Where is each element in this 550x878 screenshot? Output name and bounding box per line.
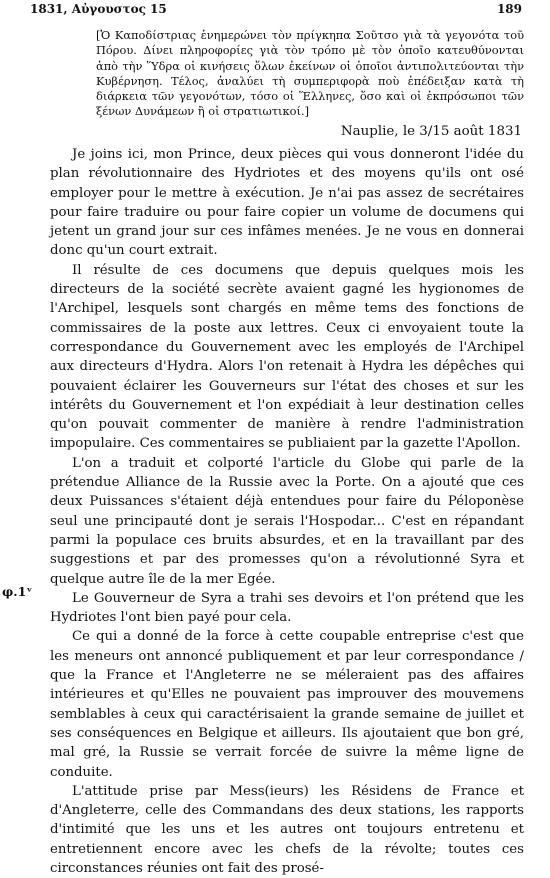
paragraph-3: L'on a traduit et colporté l'article du Globe qui parle de la prétendue Alliance de la Russie avec la Porte. On a ajouté que ces deux Puissances s'étaient déjà entendues pour faire du Péloponèse seul une principauté dont je serais l'Hospodar... C'est en répandant parmi la populace ces bruits absurdes, et en la travaillant par des suggestions et par des promesses qu'on a révolutionné Syra et quelque autre île de la mer Egée. xyxy=(50,455,524,587)
paragraph-2: Il résulte de ces documens que depuis quelques mois les directeurs de la société secrète avaient gagné les hygionomes de l'Archipel, lesquels sont chargés en même tems des fonctions de commissaires de la poste aux lettres. Ceux ci envoyaient toute la correspondance du Gouvernement avec les employés de l'Archipel aux directeurs d'Hydra. Alors l'on retenait à Hydra les dépêches qui pouvaient éclairer les Gouverneurs sur l'état des choses et sur les intérêts du Gouvernement et l'on expédiait à leur destination celles qu'on pouvait commenter de manière à rendre l'administration impopulaire. Ces commentaires se publiaient par la gazette l'Apollon. xyxy=(50,262,524,452)
paragraph-1: Je joins ici, mon Prince, deux pièces qui vous donneront l'idée du plan révolutionnaire des Hydriotes et des moyens qu'ils ont osé employer pour le mettre à exécution. Je n'ai pas assez de secrétaires pour faire traduire ou pour faire copier un volume de documens qui jetent un grand jour sur ces infâmes menées. Je ne vous en donnerai donc qu'un court extrait. xyxy=(50,147,524,259)
dateline: Nauplie, le 3/15 août 1831 xyxy=(340,124,522,139)
running-header xyxy=(22,2,528,18)
paragraph-4: Le Gouverneur de Syra a trahi ses devoirs et l'on prétend que les Hydriotes l'ont bien payé pour cela. xyxy=(50,590,524,626)
header-date: 1831, Αὐγουστος 15 xyxy=(30,2,167,16)
page-number: 189 xyxy=(496,2,522,16)
folio-margin-note: φ.1ᵛ xyxy=(2,584,33,599)
paragraph-5: Ce qui a donné de la force à cette coupable entreprise c'est que les meneurs ont annoncé publiquement et par leur correspondance / que la France et l'Angleterre ne se méleraient pas des affaires intérieures et qu'Elles ne pouvaient pas improuver des mouvemens semblables à ceux qui caractérisaient la grande semaine de juillet et ses conséquences en Belgique et ailleurs. Ils ajoutaient que bon gré, mal gré, la Russie se verrait forcée de suivre la même ligne de conduite. xyxy=(50,629,524,780)
greek-summary: [Ὁ Καποδίστριας ἐνημερώνει τὸν πρίγκηπα Σοῦτσο γιὰ τὰ γεγονότα τοῦ Πόρου. Δίνει πληροφορίες γιὰ τὸν τρόπο μὲ τὸν ὁποῖο κατευθύνονται ἀπὸ τὴν Ὕδρα οἱ κινήσεις ὅλων ἐκείνων οἱ ὁποῖοι ἀντιπολιτεύονται τὴν Κυβέρνηση. Τέλος, ἀναλύει τὴ συμπεριφορὰ ποὺ ἐπέδειξαν κατὰ τὴ διάρκεια τῶν γεγονότων, τόσο οἱ Ἕλληνες, ὅσο καὶ οἱ ἐκπρόσωποι τῶν ξένων Δυνάμεων ἢ οἱ στρατιωτικοί.] xyxy=(96,28,524,119)
letter-body xyxy=(50,145,524,878)
paragraph-6: L'attitude prise par Mess(ieurs) les Résidens de France et d'Angleterre, celle des Commandans des deux stations, les rapports d'intimité que les uns et les autres ont toujours entretenu et entretiennent encore avec les chefs de la révolte; toutes ces circonstances réunies ont fait des prosé- xyxy=(50,783,524,876)
